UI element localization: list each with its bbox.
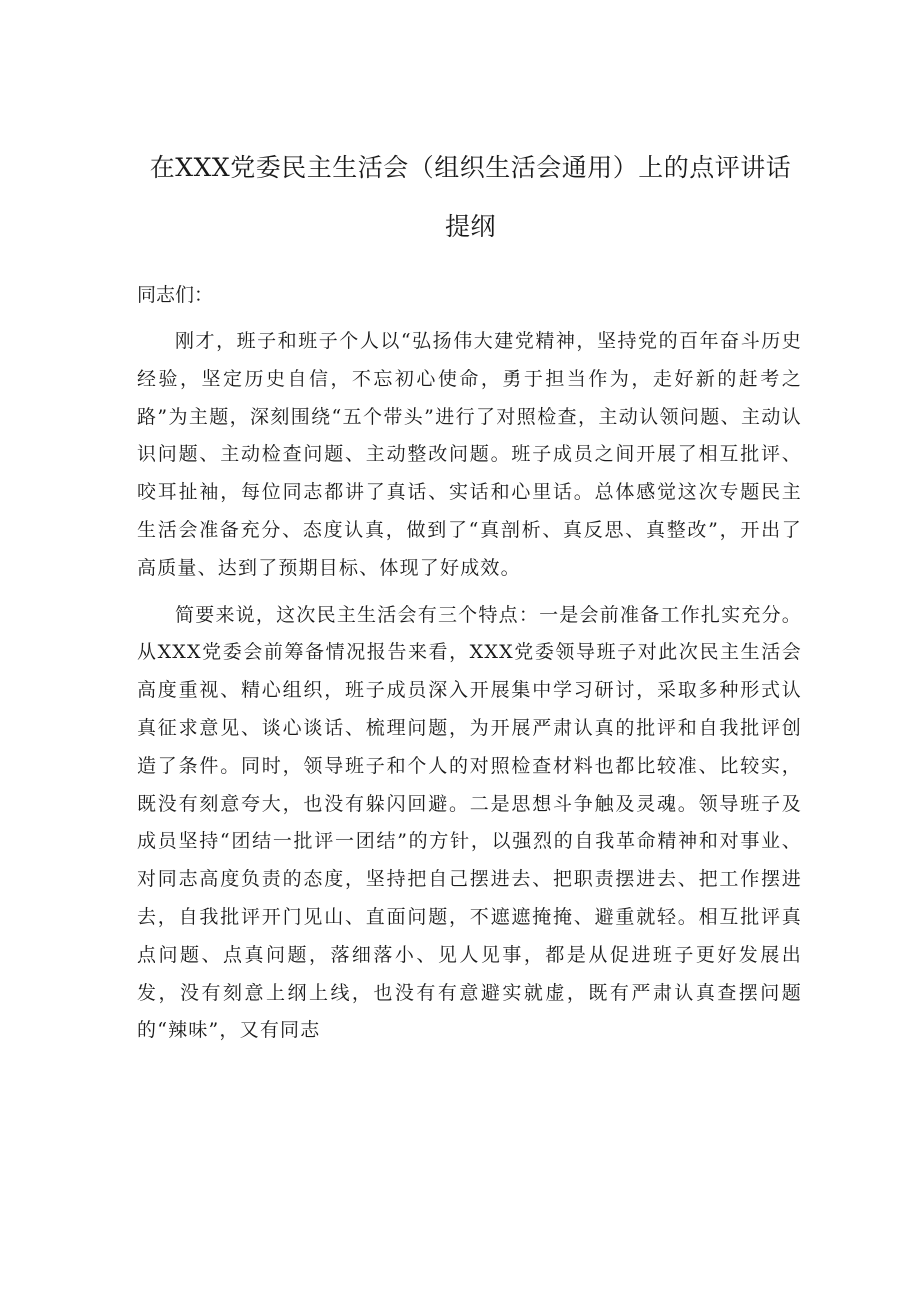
paragraph-1: 刚才，班子和班子个人以“弘扬伟大建党精神，坚持党的百年奋斗历史经验，坚定历史自信，不忘初心使命，勇于担当作为，走好新的赶考之路”为主题，深刻围绕“五个带头”进行了对照检查，主动认领问题、主动认识问题、主动检查问题、主动整改问题。班子成员之间开展了相互批评、咬耳扯袖，每位同志都讲了真话、实话和心里话。总体感觉这次专题民主生活会准备充分、态度认真，做到了“真剖析、真反思、真整改”，开出了高质量、达到了预期目标、体现了好成效。 — [137, 330, 802, 579]
greeting-text: 同志们： — [137, 284, 214, 306]
paragraph-2: 简要来说，这次民主生活会有三个特点：一是会前准备工作扎实充分。从XXX党委会前筹备情况报告来看，XXX党委领导班子对此次民主生活会高度重视、精心组织，班子成员深入开展集中学习研讨，采取多种形式认真征求意见、谈心谈话、梳理问题，为开展严肃认真的批评和自我批评创造了条件。同时，领导班子和个人的对照检查材料也都比较准、比较实，既没有刻意夸大，也没有躲闪回避。二是思想斗争触及灵魂。领导班子及成员坚持“团结一批评一团结”的方针，以强烈的自我革命精神和对事业、对同志高度负责的态度，坚持把自己摆进去、把职责摆进去、把工作摆进去，自我批评开门见山、直面问题，不遮遮掩掩、避重就轻。相互批评真点问题、点真问题，落细落小、见人见事，都是从促进班子更好发展出发，没有刻意上纲上线，也没有有意避实就虚，既有严肃认真查摆问题的“辣味”，又有同志 — [137, 603, 802, 1042]
document-title: 在XXX党委民主生活会（组织生活会通用）上的点评讲话提纲 — [149, 153, 792, 241]
